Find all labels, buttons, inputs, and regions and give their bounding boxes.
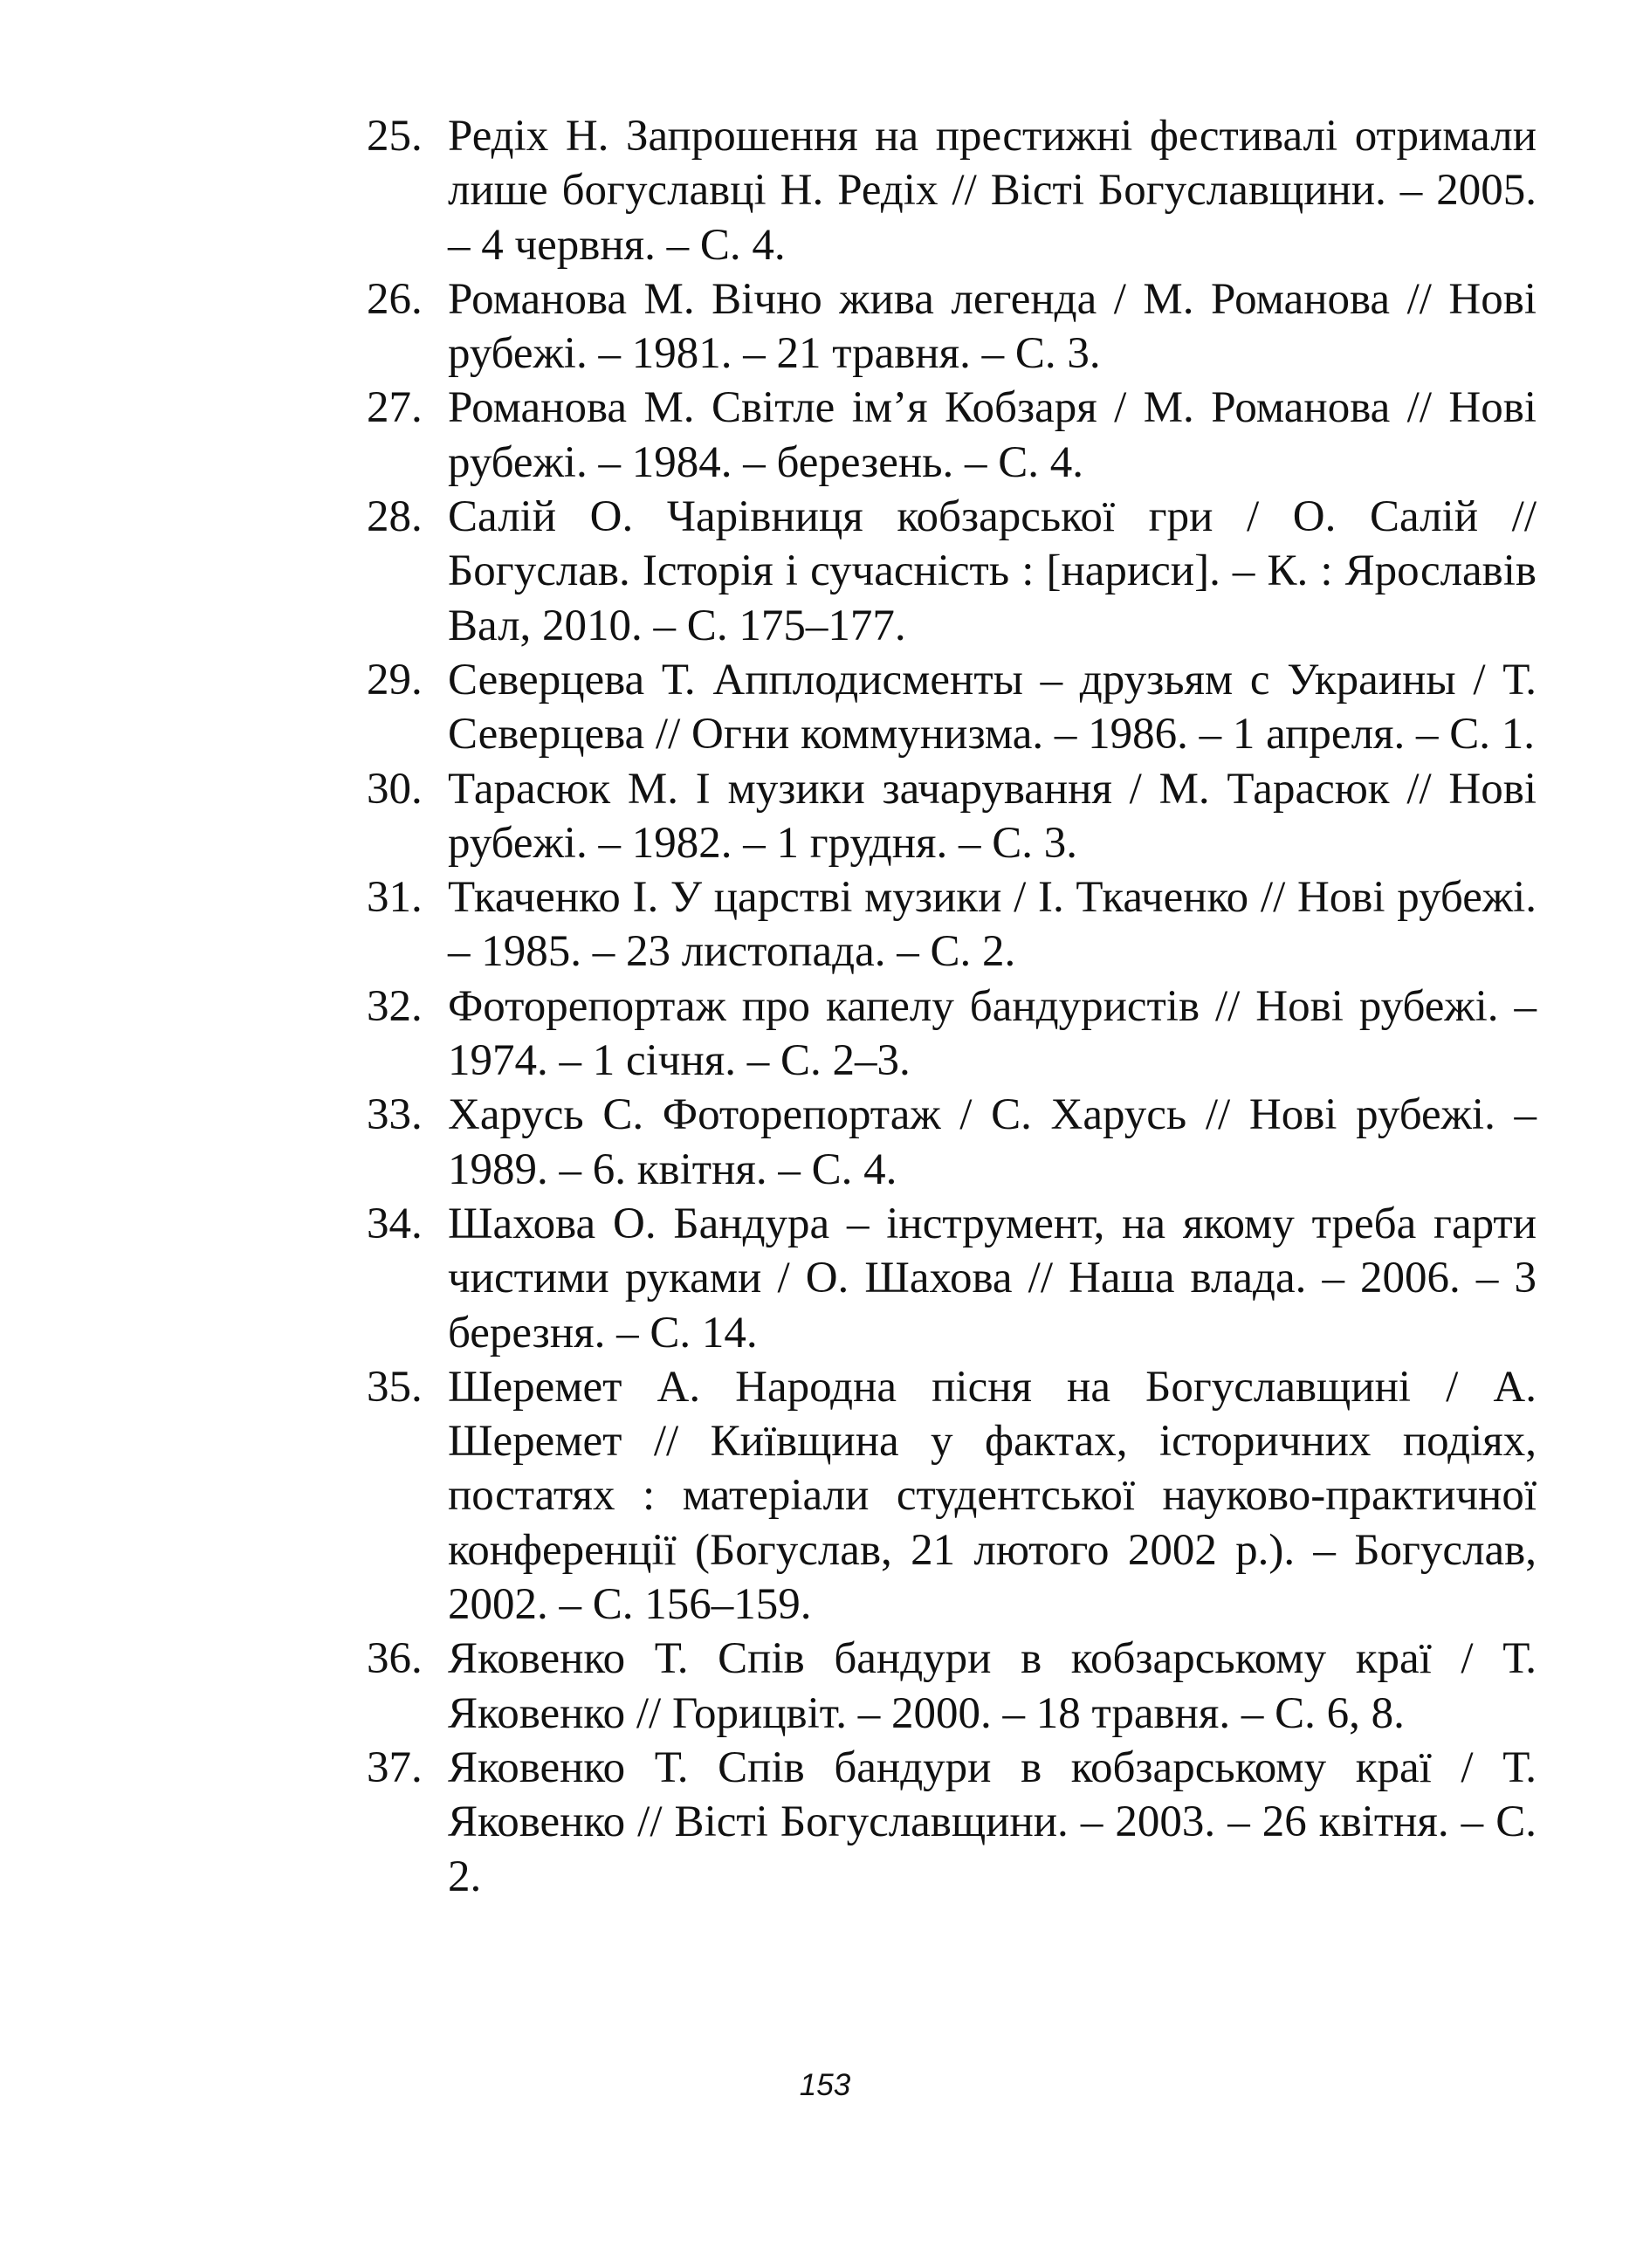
entry-number: 29.	[367, 655, 423, 704]
entry-text: Шеремет А. Народна пісня на Богуславщині / А. Шеремет // Київщина у фактах, історичних подіях, постатях : матеріали студентської науково-практичної конференції (Богуслав, 21 лютого 2002 р.). – Богуслав, 2002. – С. 156–159.	[448, 1362, 1537, 1630]
entry-text: Тарасюк М. І музики зачарування / М. Тарасюк // Нові рубежі. – 1982. – 1 грудня. – С. 3.	[448, 764, 1537, 868]
bibliography-entry	[367, 272, 1537, 381]
entry-number: 25.	[367, 112, 423, 161]
entry-number: 36.	[367, 1634, 423, 1684]
bibliography-entry	[367, 381, 1537, 490]
bibliography-list	[367, 109, 1537, 1904]
bibliography-entry	[367, 870, 1537, 979]
entry-text: Харусь С. Фоторепортаж / С. Харусь // Нові рубежі. – 1989. – 6. квітня. – С. 4.	[448, 1090, 1537, 1194]
entry-text: Романова М. Вічно жива легенда / М. Романова // Нові рубежі. – 1981. – 21 травня. – С. 3.	[448, 274, 1537, 379]
bibliography-entry	[367, 1632, 1537, 1741]
entry-number: 31.	[367, 873, 423, 923]
entry-text: Яковенко Т. Спів бандури в кобзарському краї / Т. Яковенко // Вісті Богуславщини. – 2003. – 26 квітня. – С. 2.	[448, 1742, 1537, 1901]
entry-number: 30.	[367, 764, 423, 814]
entry-text: Романова М. Світле ім’я Кобзаря / М. Романова // Нові рубежі. – 1984. – березень. – С. 4.	[448, 383, 1537, 487]
entry-number: 27.	[367, 383, 423, 433]
entry-number: 28.	[367, 492, 423, 542]
entry-number: 34.	[367, 1199, 423, 1248]
entry-number: 32.	[367, 981, 423, 1031]
entry-text: Фоторепортаж про капелу бандуристів // Нові рубежі. – 1974. – 1 січня. – С. 2–3.	[448, 981, 1537, 1086]
page-number: 153	[799, 2068, 851, 2102]
entry-text: Северцева Т. Апплодисменты – друзьям с Украины / Т. Северцева // Огни коммунизма. – 1986. – 1 апреля. – С. 1.	[448, 655, 1537, 759]
entry-text: Салій О. Чарівниця кобзарської гри / О. Салій // Богуслав. Історія і сучасність : [нариси]. – К. : Ярославів Вал, 2010. – С. 175–177.	[448, 492, 1537, 650]
entry-number: 37.	[367, 1742, 423, 1792]
entry-number: 33.	[367, 1090, 423, 1140]
entry-number: 26.	[367, 274, 423, 324]
bibliography-entry	[367, 979, 1537, 1089]
bibliography-entry	[367, 653, 1537, 762]
bibliography-entry	[367, 1088, 1537, 1197]
entry-number: 35.	[367, 1362, 423, 1412]
entry-text: Шахова О. Бандура – інструмент, на якому треба гарти чистими руками / О. Шахова // Наша влада. – 2006. – 3 березня. – С. 14.	[448, 1199, 1537, 1357]
bibliography-entry	[367, 490, 1537, 653]
bibliography-entry	[367, 1741, 1537, 1904]
bibliography-entry	[367, 109, 1537, 272]
entry-text: Редіх Н. Запрошення на престижні фестивалі отримали лише богуславці Н. Редіх // Вісті Богуславщини. – 2005. – 4 червня. – С. 4.	[448, 112, 1537, 270]
bibliography-entry	[367, 762, 1537, 871]
bibliography-entry	[367, 1197, 1537, 1360]
bibliography-entry	[367, 1360, 1537, 1632]
entry-text: Яковенко Т. Спів бандури в кобзарському краї / Т. Яковенко // Горицвіт. – 2000. – 18 травня. – С. 6, 8.	[448, 1634, 1537, 1738]
entry-text: Ткаченко І. У царстві музики / І. Ткаченко // Нові рубежі. – 1985. – 23 листопада. – С. 2.	[448, 873, 1537, 977]
